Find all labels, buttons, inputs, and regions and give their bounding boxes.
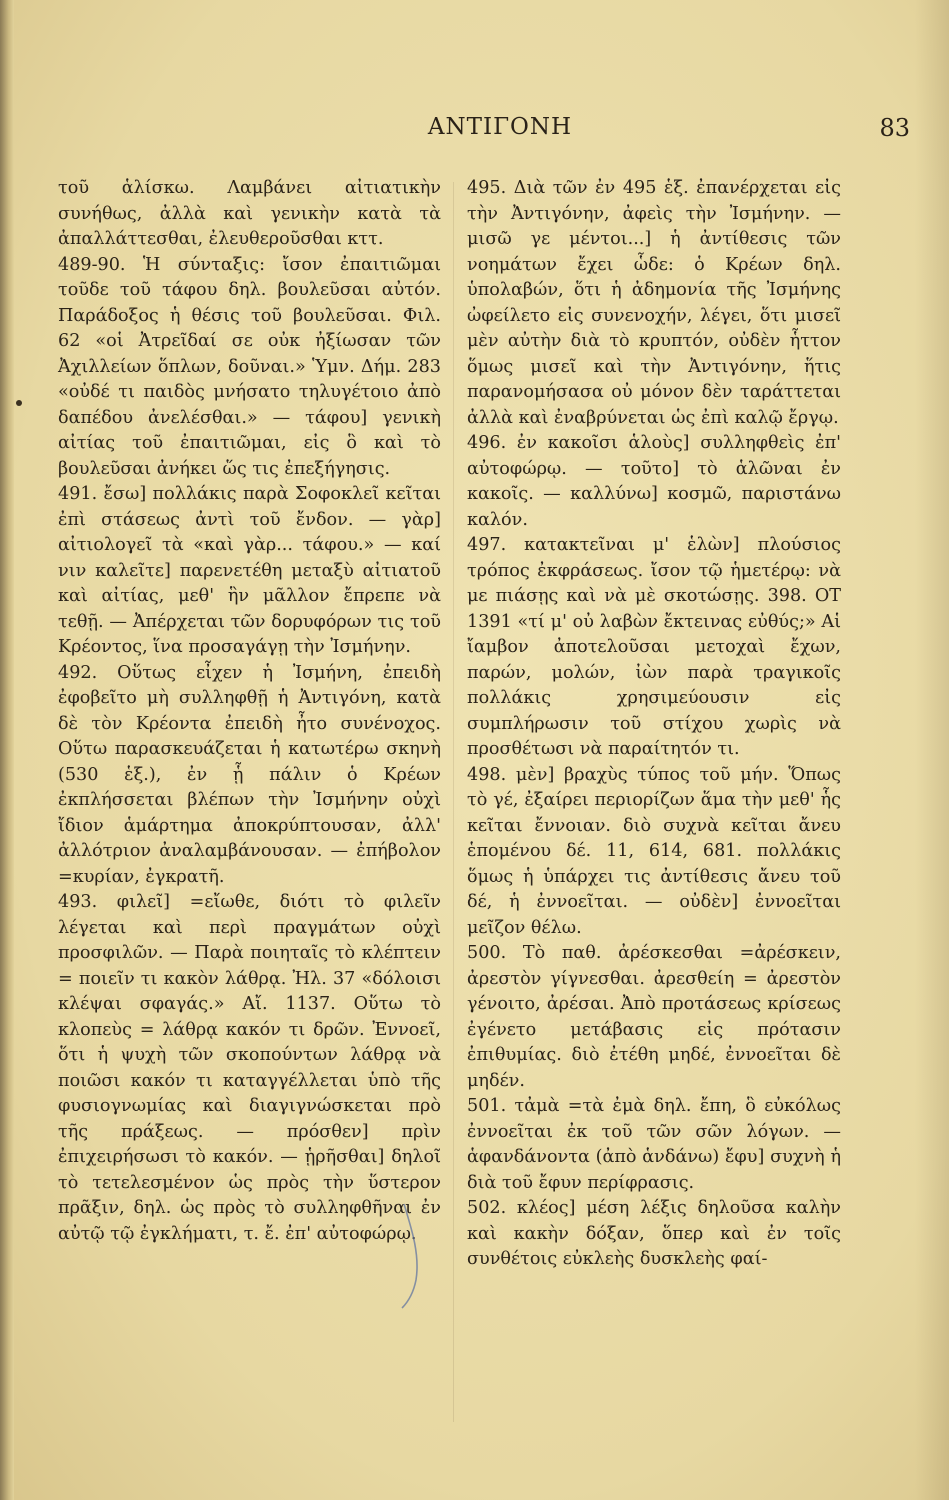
commentary-paragraph: 498. μὲν] βραχὺς τύπος τοῦ μήν. Ὅπως τὸ γέ, ἐξαίρει περιορίζων ἅμα τὴν μεθ' ἧς κεῖται ἔννοιαν. διὸ συχνὰ κεῖται ἄνευ ἑπομένου δέ. 11, 614, 681. πολλάκις ὅμως ἡ ὑπάρχει τις ἀντίθεσις ἄνευ τοῦ δέ, ἡ ἐννοεῖται. — οὐδὲν] ἐννοεῖται μεῖζον θέλω. xyxy=(467,764,841,938)
commentary-paragraph: 493. φιλεῖ] =εἴωθε, διότι τὸ φιλεῖν λέγεται καὶ περὶ πραγμάτων οὐχὶ προσφιλῶν. — Παρὰ ποιηταῖς τὸ κλέπτειν = ποιεῖν τι κακὸν λάθρᾳ. Ἠλ. 37 «δόλοισι κλέψαι σφαγάς.» Αἴ. 1137. Οὕτω τὸ κλοπεὺς = λάθρᾳ κακόν τι δρῶν. Ἐννοεῖ, ὅτι ἡ ψυχὴ τῶν σκοπούντων λάθρᾳ νὰ ποιῶσι κακόν τι καταγγέλλεται ὑπὸ τῆς φυσιογνωμίας καὶ διαγιγνώσκεται πρὸ τῆς πράξεως. — πρόσθεν] πρὶν ἐπιχειρήσωσι τὸ κακόν. — ᾑρῆσθαι] δηλοῖ τὸ τετελεσμένον ὡς πρὸς τὴν ὕστερον πρᾶξιν, δηλ. ὡς πρὸς τὸ συλληφθῆναι ἐν αὐτῷ τῷ ἐγκλήματι, τ. ἔ. ἐπ' αὐτοφώρῳ. xyxy=(58,892,441,1244)
commentary-paragraph: 492. Οὕτως εἶχεν ἡ Ἰσμήνη, ἐπειδὴ ἐφοβεῖτο μὴ συλληφθῇ ἡ Ἀντιγόνη, κατὰ δὲ τὸν Κρέοντα ἐπειδὴ ἦτο συνένοχος. Οὕτω παρασκευάζεται ἡ κατωτέρω σκηνὴ (530 ἑξ.), ἐν ᾗ πάλιν ὁ Κρέων ἐκπλήσσεται βλέπων τὴν Ἰσμήνην οὐχὶ ἴδιον ἁμάρτημα ἀποκρύπτουσαν, ἀλλ' ἀλλότριον ἀναλαμβάνουσαν. — ἐπήβολον =κυρίαν, ἐγκρατῆ. xyxy=(58,662,441,887)
commentary-paragraph: τοῦ ἁλίσκω. Λαμβάνει αἰτιατικὴν συνήθως, ἀλλὰ καὶ γενικὴν κατὰ τὰ ἀπαλλάττεσθαι, ἐλευθεροῦσθαι κττ. xyxy=(58,178,441,249)
commentary-paragraph: 495. Διὰ τῶν ἐν 495 ἑξ. ἐπανέρχεται εἰς τὴν Ἀντιγόνην, ἀφεὶς τὴν Ἰσμήνην. — μισῶ γε μέντοι...] ἡ ἀντίθεσις τῶν νοημάτων ἔχει ὧδε: ὁ Κρέων δηλ. ὑπολαβών, ὅτι ἡ ἀδημονία τῆς Ἰσμήνης ὠφείλετο εἰς συνενοχήν, λέγει, ὅτι μισεῖ μὲν αὐτὴν διὰ τὸ κρυπτόν, οὐδὲν ἧττον ὅμως μισεῖ καὶ τὴν Ἀντιγόνην, ἥτις παρανομήσασα οὐ μόνον δὲν ταράττεται ἀλλὰ καὶ ἐναβρύνεται ὡς ἐπὶ καλῷ ἔργῳ. xyxy=(467,178,841,428)
commentary-paragraph: 501. τἀμὰ =τὰ ἐμὰ δηλ. ἔπη, ὃ εὐκόλως ἐννοεῖται ἐκ τοῦ τῶν σῶν λόγων. — ἁφανδάνοντα (ἀπὸ ἁνδάνω) ἔφυ] συχνὴ ἡ διὰ τοῦ ἔφυν περίφρασις. xyxy=(467,1096,841,1193)
commentary-paragraph: 497. κατακτεῖναι μ' ἑλὼν] πλούσιος τρόπος ἐκφράσεως. ἴσον τῷ ἡμετέρῳ: νὰ με πιάσῃς καὶ νὰ μὲ σκοτώσῃς. 398. ΟΤ 1391 «τί μ' οὐ λαβὼν ἔκτεινας εὐθύς;» Αἱ ἴαμβον ἀποτελοῦσαι μετοχαὶ ἔχων, παρών, μολών, ἰὼν παρὰ τραγικοῖς πολλάκις χρησιμεύουσιν εἰς συμπλήρωσιν τοῦ στίχου χωρὶς νὰ προσθέτωσι νὰ παραίτητόν τι. xyxy=(467,535,841,759)
left-column xyxy=(58,176,441,1247)
commentary-paragraph: 489-90. Ἡ σύνταξις: ἴσον ἐπαιτιῶμαι τοῦδε τοῦ τάφου δηλ. βουλεῦσαι αὐτόν. Παράδοξος ἡ θέσις τοῦ βουλεῦσαι. Φιλ. 62 «οἱ Ἀτρεῖδαί σε οὐκ ἠξίωσαν τῶν Ἀχιλλείων ὅπλων, δοῦναι.» Ὑμν. Δήμ. 283 «οὐδέ τι παιδὸς μνήσατο τηλυγέτοιο ἀπὸ δαπέδου ἀνελέσθαι.» — τάφου] γενικὴ αἰτίας τοῦ ἐπαιτιῶμαι, εἰς ὃ καὶ τὸ βουλεῦσαι ἀνήκει ὥς τις ἐπεξήγησις. xyxy=(58,254,441,479)
column-gutter xyxy=(453,182,454,1422)
commentary-paragraph: 491. ἔσω] πολλάκις παρὰ Σοφοκλεῖ κεῖται ἐπὶ στάσεως ἀντὶ τοῦ ἔνδον. — γὰρ] αἰτιολογεῖ τὰ «καὶ γὰρ... τάφου.» — καί νιν καλεῖτε] παρενετέθη μεταξὺ αἰτιατοῦ καὶ αἰτίας, μεθ' ἣν μᾶλλον ἔπρεπε νὰ τεθῇ. — Ἀπέρχεται τῶν δορυφόρων τις τοῦ Κρέοντος, ἵνα προσαγάγῃ τὴν Ἰσμήνην. xyxy=(58,484,441,657)
running-title: ΑΝΤΙΓΟΝΗ xyxy=(427,114,573,140)
commentary-paragraph: 496. ἐν κακοῖσι ἁλοὺς] συλληφθεὶς ἐπ' αὐτοφώρῳ. — τοῦτο] τὸ ἁλῶναι ἐν κακοῖς. — καλλύνω] κοσμῶ, παριστάνω καλόν. xyxy=(467,433,841,530)
page-header xyxy=(30,114,910,154)
pencil-margin-mark xyxy=(398,1200,428,1310)
ink-dot-mark xyxy=(16,400,22,406)
commentary-paragraph: 502. κλέος] μέση λέξις δηλοῦσα καλὴν καὶ κακὴν δόξαν, ὅπερ καὶ ἐν τοῖς συνθέτοις εὐκλεὴς δυσκλεὴς φαί- xyxy=(467,1198,841,1269)
page-edge-shadow xyxy=(915,0,949,1500)
right-column xyxy=(467,176,841,1273)
page-binding-shadow xyxy=(0,0,14,1500)
page-number: 83 xyxy=(879,114,910,142)
commentary-paragraph: 500. Τὸ παθ. ἀρέσκεσθαι =ἀρέσκειν, ἀρεστὸν γίγνεσθαι. ἀρεσθείη = ἀρεστὸν γένοιτο, ἀρέσαι. Ἀπὸ προτάσεως κρίσεως ἐγένετο μετάβασις εἰς πρότασιν ἐπιθυμίας. διὸ ἐτέθη μηδέ, ἐννοεῖται δὲ μηδέν. xyxy=(467,943,841,1091)
